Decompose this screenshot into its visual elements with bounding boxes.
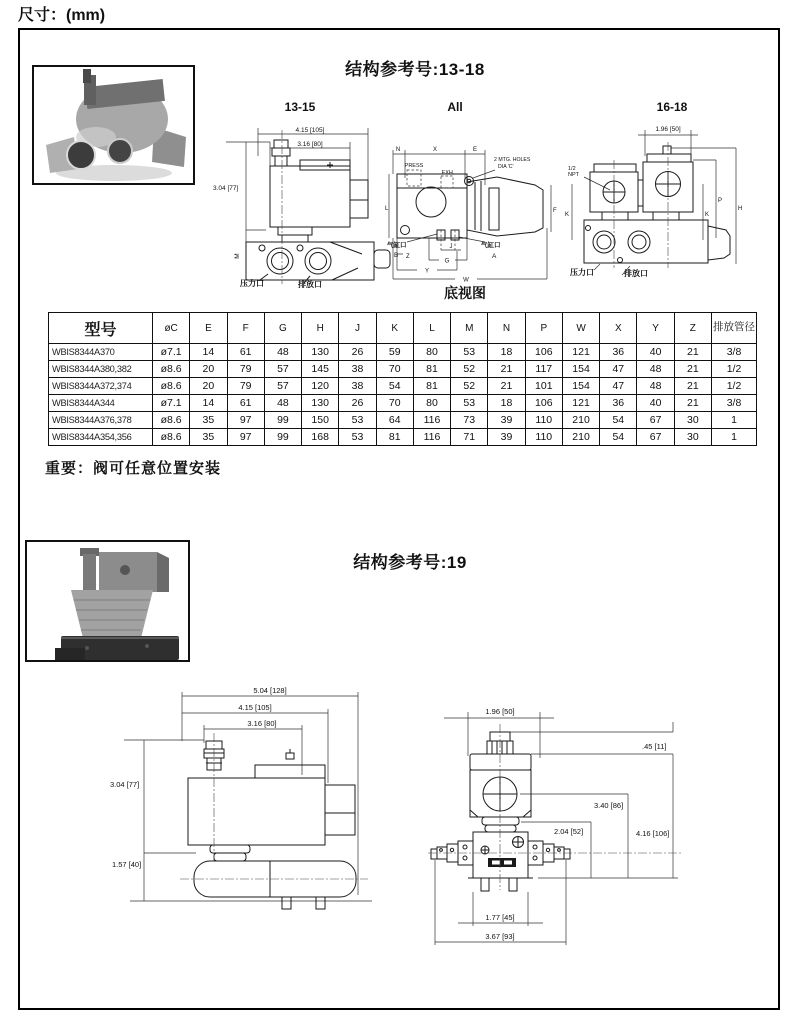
dim-letter: Y (424, 268, 430, 275)
table-row (49, 395, 757, 412)
dim-cell: 35 (190, 412, 227, 429)
dim-cell: 130 (302, 395, 339, 412)
npt-label: 1/2 (568, 166, 576, 172)
dim-cell: 121 (562, 344, 599, 361)
dim-letter: X (432, 147, 438, 153)
dim-cell: 97 (227, 429, 264, 446)
dim-cell: 79 (227, 378, 264, 395)
drawing-16-18 (560, 120, 750, 280)
dim-label: 2.04 [52] (554, 827, 584, 836)
dim-cell: 1/2 (712, 378, 757, 395)
model-cell: WBIS8344A354,356 (49, 429, 153, 446)
section1-title: 结构参考号:13-18 (345, 60, 485, 79)
dim-cell: 120 (302, 378, 339, 395)
dim-letter: F (553, 208, 557, 214)
dim-label: 3.40 [86] (594, 801, 624, 810)
dim-cell: 110 (525, 429, 562, 446)
dimension-table (48, 312, 757, 446)
model-cell: WBIS8344A380,382 (49, 361, 153, 378)
dim-cell: 67 (637, 412, 674, 429)
dim-cell: 81 (376, 429, 413, 446)
dim-cell: 116 (413, 412, 450, 429)
dim-cell: 26 (339, 395, 376, 412)
column-header: 型号 (49, 313, 153, 344)
npt-label: NPT (568, 172, 579, 178)
dim-cell: 26 (339, 344, 376, 361)
dim-cell: ø8.6 (153, 412, 190, 429)
dim-cell: 35 (190, 429, 227, 446)
column-header: X (600, 313, 637, 344)
cylinder-port-b-letter: B (394, 252, 399, 259)
column-header: F (227, 313, 264, 344)
dim-cell: 81 (413, 378, 450, 395)
dim-cell: 79 (227, 361, 264, 378)
section2-title: 结构参考号:19 (353, 553, 467, 572)
dim-cell: 59 (376, 344, 413, 361)
dim-cell: 150 (302, 412, 339, 429)
dim-cell: ø8.6 (153, 429, 190, 446)
model-cell: WBIS8344A344 (49, 395, 153, 412)
dim-cell: 52 (451, 361, 488, 378)
column-header: Z (674, 313, 711, 344)
dim-letter: K (705, 212, 710, 218)
dim-cell: 36 (600, 344, 637, 361)
dim-cell: 48 (637, 361, 674, 378)
drawing-19-front (428, 692, 735, 952)
valve-outline (397, 174, 543, 240)
dim-cell: 73 (451, 412, 488, 429)
dim-cell: 14 (190, 395, 227, 412)
table-row (49, 412, 757, 429)
dim-cell: 39 (488, 412, 525, 429)
dimension-lines (389, 150, 551, 279)
dim-cell: 67 (637, 429, 674, 446)
dim-cell: 154 (562, 378, 599, 395)
dim-cell: 48 (637, 378, 674, 395)
column-header: N (488, 313, 525, 344)
dim-label: 1.57 [40] (112, 860, 142, 869)
dim-cell: 71 (451, 429, 488, 446)
dim-cell: 130 (302, 344, 339, 361)
column-header: E (190, 313, 227, 344)
table-row (49, 429, 757, 446)
dim-cell: 53 (339, 412, 376, 429)
dim-cell: 97 (227, 412, 264, 429)
dim-cell: 48 (264, 395, 301, 412)
dim-cell: 117 (525, 361, 562, 378)
table-row (49, 378, 757, 395)
dim-cell: 116 (413, 429, 450, 446)
drawing-13-15 (212, 122, 394, 288)
dim-cell: 64 (376, 412, 413, 429)
dim-cell: 3/8 (712, 344, 757, 361)
dim-label: 1.96 [50] (485, 707, 515, 716)
dim-cell: 20 (190, 378, 227, 395)
valve-photo-1 (32, 65, 195, 185)
dim-cell: 99 (264, 429, 301, 446)
dim-cell: 47 (600, 378, 637, 395)
valve-photo-2-image (27, 542, 188, 660)
dim-cell: 21 (674, 361, 711, 378)
drawing-19-side (110, 683, 420, 913)
drawing-label-16-18: 16-18 (656, 100, 688, 114)
dim-cell: 20 (190, 361, 227, 378)
press-label: PRESS (404, 163, 424, 169)
dim-cell: 30 (674, 429, 711, 446)
mounting-holes-note: 2 MTG. HOLES (494, 157, 531, 163)
dim-label: 3.04 [77] (110, 780, 140, 789)
table-row (49, 344, 757, 361)
dim-letter: H (738, 206, 743, 212)
dim-label: 4.15 [105] (238, 703, 272, 712)
dim-cell: 54 (600, 412, 637, 429)
dim-letter: L (385, 206, 389, 212)
dim-letter: E (472, 147, 478, 153)
dim-cell: 61 (227, 395, 264, 412)
valve-outline (431, 732, 570, 891)
pressure-port-label: 压力口 (570, 268, 594, 277)
dim-cell: 53 (339, 429, 376, 446)
dim-cell: 70 (376, 361, 413, 378)
mounting-holes-note: DIA 'C' (498, 164, 514, 170)
dim-cell: 14 (190, 344, 227, 361)
exhaust-port-label: 排放口 (624, 269, 648, 278)
exhaust-port-label: 排放口 (298, 280, 322, 288)
dim-cell: 30 (674, 412, 711, 429)
dim-cell: ø7.1 (153, 395, 190, 412)
model-cell: WBIS8344A370 (49, 344, 153, 361)
dim-cell: 47 (600, 361, 637, 378)
valve-outline (584, 146, 730, 263)
column-header: W (562, 313, 599, 344)
dim-table-body (49, 344, 757, 446)
dim-cell: 81 (413, 361, 450, 378)
dim-letter: N (395, 147, 401, 153)
dim-cell: 21 (674, 378, 711, 395)
column-header: K (376, 313, 413, 344)
dim-cell: 53 (451, 344, 488, 361)
dim-cell: 61 (227, 344, 264, 361)
dim-cell: 3/8 (712, 395, 757, 412)
dim-letter: M (234, 253, 241, 259)
dim-cell: 210 (562, 412, 599, 429)
dim-cell: 101 (525, 378, 562, 395)
valve-outline (188, 741, 356, 909)
dim-cell: 210 (562, 429, 599, 446)
column-header: L (413, 313, 450, 344)
column-header: J (339, 313, 376, 344)
drawing-all-bottom-view (385, 130, 560, 282)
dim-cell: ø8.6 (153, 361, 190, 378)
dim-label: 3.16 [80] (297, 141, 323, 148)
dim-cell: 168 (302, 429, 339, 446)
column-header: Y (637, 313, 674, 344)
dim-letter: P (718, 198, 723, 204)
dim-cell: 40 (637, 395, 674, 412)
dim-label: 3.16 [80] (247, 719, 277, 728)
dim-cell: 80 (413, 344, 450, 361)
cylinder-port-a-letter: A (492, 253, 497, 260)
dim-cell: 80 (413, 395, 450, 412)
dim-cell: 106 (525, 395, 562, 412)
dim-letter: K (565, 212, 570, 218)
model-cell: WBIS8344A372,374 (49, 378, 153, 395)
dim-label: 3.04 [77] (213, 185, 239, 192)
dim-cell: 18 (488, 395, 525, 412)
drawing-label-all: All (447, 100, 463, 114)
dim-cell: 39 (488, 429, 525, 446)
cylinder-port-b-label: 气缸口 (387, 242, 407, 249)
dim-cell: 1 (712, 429, 757, 446)
column-header: M (451, 313, 488, 344)
exhaust-label: EXH. (441, 170, 455, 176)
dim-cell: ø7.1 (153, 344, 190, 361)
dim-cell: ø8.6 (153, 378, 190, 395)
dim-letter: G (444, 258, 450, 265)
dim-cell: 21 (674, 395, 711, 412)
dim-cell: 40 (637, 344, 674, 361)
dim-cell: 36 (600, 395, 637, 412)
dim-label: 4.16 [106] (636, 829, 670, 838)
dim-cell: 38 (339, 361, 376, 378)
dim-cell: 21 (488, 361, 525, 378)
dim-cell: 54 (600, 429, 637, 446)
column-header: P (525, 313, 562, 344)
cylinder-port-a-label: 气缸口 (481, 242, 501, 249)
dim-cell: 154 (562, 361, 599, 378)
dim-cell: 48 (264, 344, 301, 361)
center-lines (180, 733, 368, 879)
drawing-label-13-15: 13-15 (284, 100, 316, 114)
dim-label: 5.04 [128] (253, 686, 287, 695)
page-title: 尺寸：(mm) (18, 7, 106, 24)
dim-cell: 145 (302, 361, 339, 378)
valve-photo-1-image (34, 67, 193, 183)
dim-label: .45 [11] (642, 742, 667, 751)
dim-label: 4.15 [105] (295, 127, 325, 134)
dim-cell: 18 (488, 344, 525, 361)
column-header: øC (153, 313, 190, 344)
dim-cell: 110 (525, 412, 562, 429)
table-row (49, 361, 757, 378)
dimension-lines (572, 130, 736, 275)
dim-letter: W (463, 277, 469, 282)
dim-letter: J (449, 244, 453, 250)
dim-cell: 99 (264, 412, 301, 429)
dim-label: 3.67 [93] (485, 932, 515, 941)
dim-cell: 53 (451, 395, 488, 412)
column-header: H (302, 313, 339, 344)
dimension-lines (226, 128, 368, 280)
dim-cell: 70 (376, 395, 413, 412)
dim-label: 1.77 [45] (485, 913, 515, 922)
dim-cell: 38 (339, 378, 376, 395)
model-cell: WBIS8344A376,378 (49, 412, 153, 429)
column-header: 排放管径 (712, 313, 757, 344)
mounting-note: 重要：阀可任意位置安装 (45, 460, 222, 477)
dim-cell: 54 (376, 378, 413, 395)
valve-photo-2 (25, 540, 190, 662)
dim-letter: Z (406, 254, 410, 260)
dim-label: 1.96 [50] (655, 126, 681, 133)
dim-cell: 52 (451, 378, 488, 395)
dim-table-header-row (49, 313, 757, 344)
bottom-view-caption: 底视图 (444, 285, 486, 301)
column-header: G (264, 313, 301, 344)
valve-outline (246, 140, 390, 283)
dim-cell: 21 (488, 378, 525, 395)
dim-cell: 121 (562, 395, 599, 412)
pressure-port-label: 压力口 (240, 279, 264, 288)
dim-cell: 21 (674, 344, 711, 361)
dim-cell: 57 (264, 361, 301, 378)
dim-cell: 57 (264, 378, 301, 395)
dim-cell: 1 (712, 412, 757, 429)
dim-cell: 106 (525, 344, 562, 361)
dim-cell: 1/2 (712, 361, 757, 378)
